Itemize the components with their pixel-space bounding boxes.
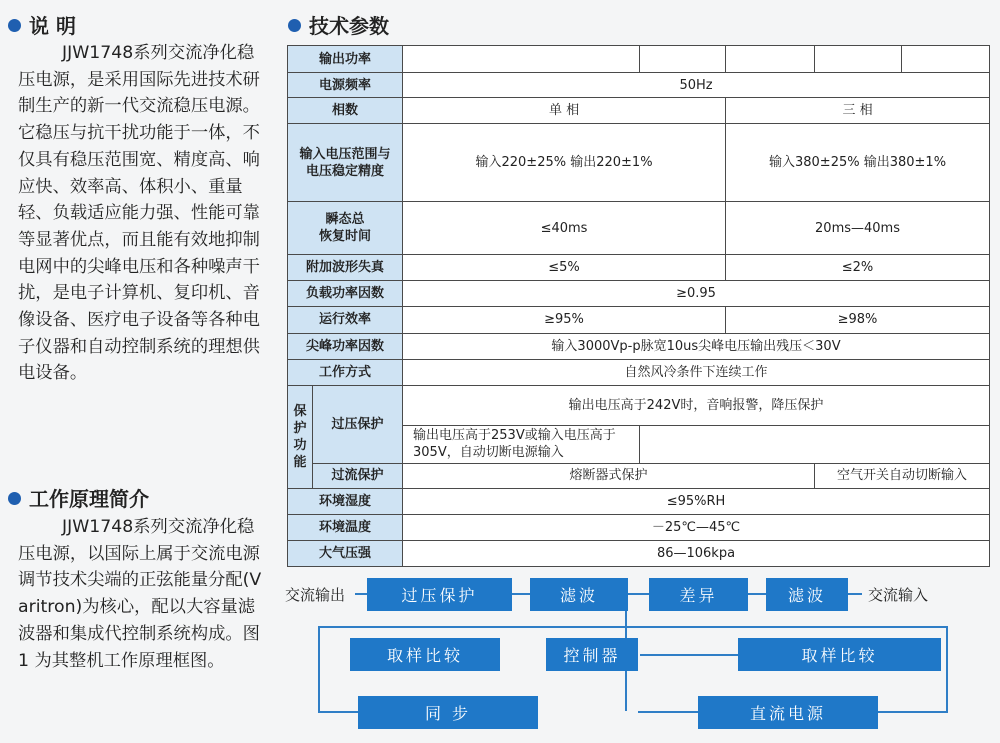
row-label: 环境湿度 [288, 488, 403, 514]
cell: ≥95% [403, 307, 726, 333]
table-row [288, 73, 990, 98]
table-row [288, 124, 990, 202]
cell: 输出电压高于253V或输入电压高于 305V，自动切断电源输入 [403, 425, 640, 463]
cell: ≤95%RH [403, 488, 990, 514]
principle-diagram [285, 570, 1000, 743]
principle-text: JJW1748系列交流净化稳压电源，以国际上属于交流电源调节技术尖端的正弦能量分配(Varitron)为核心，配以大容量滤波器和集成代控制系统构成。图1 为其整机工作原理框图。 [18, 517, 262, 671]
row-label: 输入电压范围与 电压稳定精度 [288, 124, 403, 202]
overvolt-box: 过压保护 [367, 578, 512, 611]
cell: 熔断器式保护 [403, 463, 815, 488]
table-row [288, 98, 990, 124]
dc-power-box: 直流电源 [698, 696, 878, 729]
connector [318, 626, 948, 628]
row-label: 尖峰功率因数 [288, 333, 403, 359]
row-label: 相数 [288, 98, 403, 124]
row-label: 过压保护 [313, 385, 403, 463]
cell: 20ms—40ms [726, 202, 990, 255]
row-label: 过流保护 [313, 463, 403, 488]
connector [878, 711, 948, 713]
row-label: 环境温度 [288, 514, 403, 540]
row-label: 大气压强 [288, 540, 403, 566]
row-label: 负载功率因数 [288, 281, 403, 307]
cell [640, 425, 990, 463]
sample-compare-box-1: 取样比较 [350, 638, 500, 671]
sample-compare-box-2: 取样比较 [738, 638, 941, 671]
connector [355, 593, 367, 595]
cell [902, 46, 990, 73]
connector [628, 593, 649, 595]
table-row [288, 333, 990, 359]
connector [848, 593, 862, 595]
ac-output-label: 交流输出 [285, 586, 346, 604]
cell [403, 46, 640, 73]
filter-box-2: 滤波 [766, 578, 848, 611]
connector [512, 593, 530, 595]
cell: 单 相 [403, 98, 726, 124]
cell: 输入220±25% 输出220±1% [403, 124, 726, 202]
table-row [288, 255, 990, 281]
section-title-description: 说 明 [8, 10, 76, 39]
table-row [288, 281, 990, 307]
cell [726, 46, 815, 73]
bullet-icon [8, 492, 21, 505]
cell: ≤40ms [403, 202, 726, 255]
description-text: JJW1748系列交流净化稳压电源，是采用国际先进技术研制生产的新一代交流稳压电源。它稳压与抗干扰功能于一体，不仅具有稳压范围宽、精度高、响应快、效率高、体积小、重量轻、负载适应能力强、性能可靠等显著优点，而且能有效地抑制电网中的尖峰电压和各种噪声干扰，是电子计算机、复印机、音像设备、医疗电子设备等各种电子仪器和自动控制系统的理想供电设备。 [18, 43, 260, 384]
table-row [288, 202, 990, 255]
table-row [288, 540, 990, 566]
controller-box: 控制器 [546, 638, 638, 671]
connector [638, 711, 698, 713]
row-label: 工作方式 [288, 359, 403, 385]
cell: 输入3000Vp-p脉宽10us尖峰电压输出残压＜30V [403, 333, 990, 359]
cell: －25℃—45℃ [403, 514, 990, 540]
cell: ≥0.95 [403, 281, 990, 307]
section-title-spec: 技术参数 [288, 10, 389, 39]
table-row [288, 46, 990, 73]
row-label: 瞬态总 恢复时间 [288, 202, 403, 255]
cell: 输入380±25% 输出380±1% [726, 124, 990, 202]
connector [625, 671, 627, 711]
cell: 50Hz [403, 73, 990, 98]
table-row [288, 307, 990, 333]
connector [318, 626, 320, 712]
connector [640, 654, 738, 656]
cell: 空气开关自动切断输入 [815, 463, 990, 488]
connector [946, 626, 948, 712]
bullet-icon [288, 19, 301, 32]
bullet-icon [8, 19, 21, 32]
table-row [288, 385, 990, 425]
row-label: 输出功率 [288, 46, 403, 73]
table-row [288, 463, 990, 488]
diff-box: 差异 [649, 578, 748, 611]
protection-label: 保 护 功 能 [288, 385, 313, 488]
table-row [288, 359, 990, 385]
cell: ≤5% [403, 255, 726, 281]
cell: ≥98% [726, 307, 990, 333]
cell: 三 相 [726, 98, 990, 124]
table-row [288, 514, 990, 540]
connector [748, 593, 766, 595]
section-title-principle: 工作原理简介 [8, 483, 149, 512]
cell: ≤2% [726, 255, 990, 281]
cell: 输出电压高于242V时，音响报警，降压保护 [403, 385, 990, 425]
cell [815, 46, 902, 73]
sync-box: 同 步 [358, 696, 538, 729]
cell [640, 46, 726, 73]
cell: 86—106kpa [403, 540, 990, 566]
table-row [288, 488, 990, 514]
row-label: 附加波形失真 [288, 255, 403, 281]
row-label: 电源频率 [288, 73, 403, 98]
ac-input-label: 交流输入 [868, 586, 929, 604]
connector [318, 711, 358, 713]
row-label: 运行效率 [288, 307, 403, 333]
filter-box-1: 滤波 [530, 578, 628, 611]
spec-table [287, 45, 990, 567]
cell: 自然风冷条件下连续工作 [403, 359, 990, 385]
